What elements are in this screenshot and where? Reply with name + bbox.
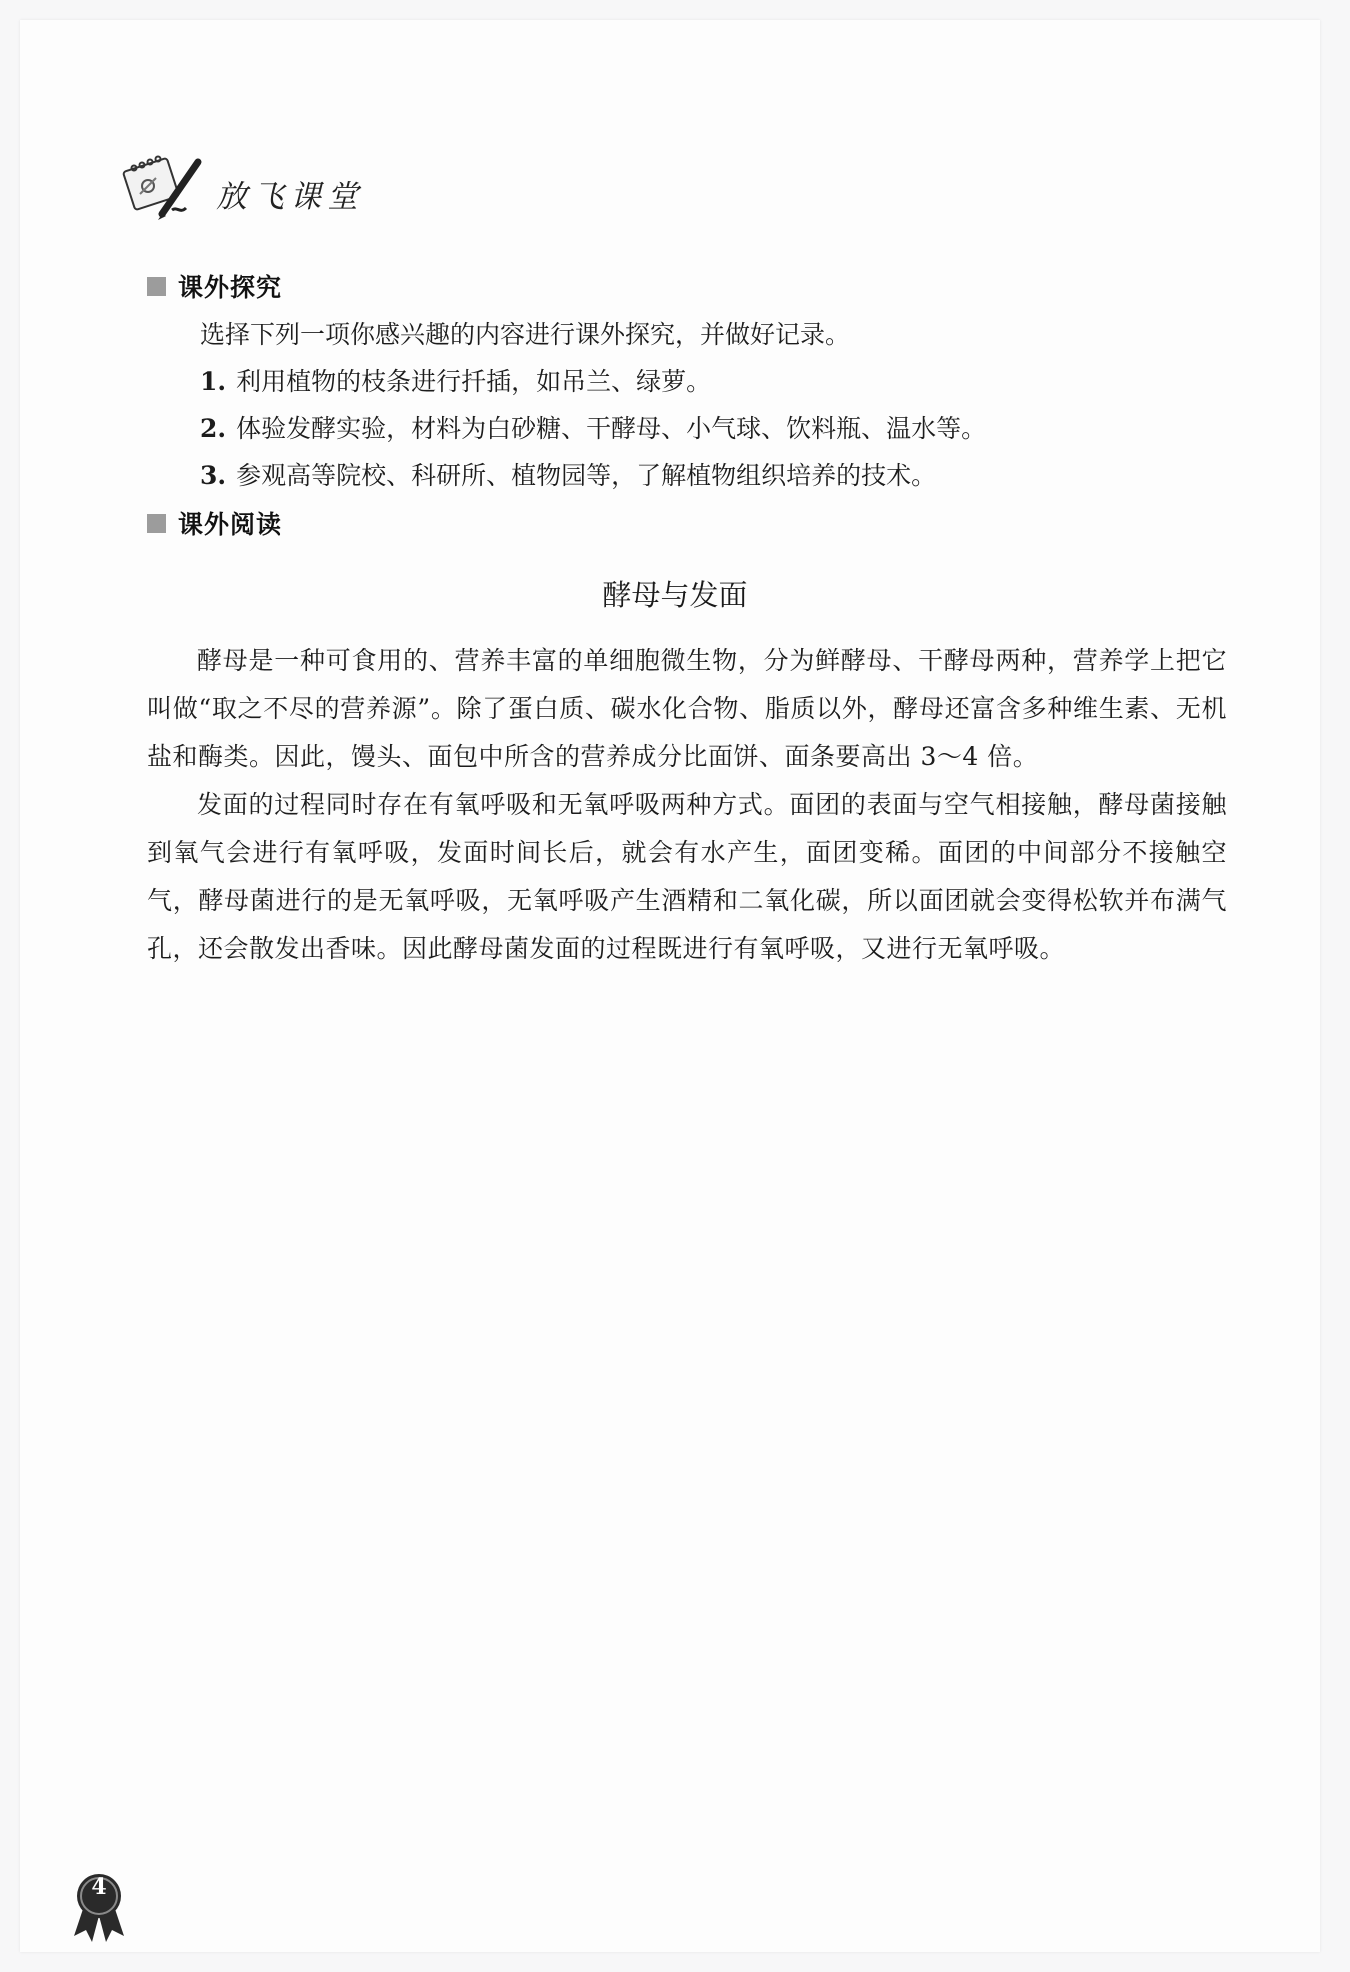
- exploration-intro: 选择下列一项你感兴趣的内容进行课外探究，并做好记录。: [200, 320, 851, 349]
- list-item-text: 利用植物的枝条进行扦插，如吊兰、绿萝。: [236, 367, 712, 396]
- section-label: 课外阅读: [178, 510, 283, 539]
- section-heading-reading: [147, 505, 282, 541]
- section-label: 课外探究: [178, 273, 283, 302]
- page-header: [122, 150, 364, 220]
- article-paragraph: 酵母是一种可食用的、营养丰富的单细胞微生物，分为鲜酵母、干酵母两种，营养学上把它叫做“取之不尽的营养源”。除了蛋白质、碳水化合物、脂质以外，酵母还富含多种维生素、无机盐和酶类。因此，馒头、面包中所含的营养成分比面饼、面条要高出 3～4 倍。: [147, 646, 1227, 771]
- article-title: 酵母与发面: [602, 578, 748, 612]
- list-item-text: 参观高等院校、科研所、植物园等，了解植物组织培养的技术。: [236, 461, 937, 490]
- list-item: [200, 409, 986, 445]
- list-item-number: 2.: [200, 414, 227, 443]
- list-item: [200, 456, 936, 492]
- page-number: 4: [91, 1874, 107, 1900]
- list-item: [200, 362, 711, 398]
- header-title: 放飞课堂: [216, 179, 364, 215]
- list-item-number: 3.: [200, 461, 227, 490]
- section-square-icon: [147, 514, 166, 533]
- list-item-text: 体验发酵实验，材料为白砂糖、干酵母、小气球、饮料瓶、温水等。: [236, 414, 987, 443]
- notebook-pen-logo-icon: [122, 150, 212, 220]
- list-item-number: 1.: [200, 367, 227, 396]
- section-square-icon: [147, 277, 166, 296]
- page: [20, 20, 1320, 1952]
- article-paragraph: 发面的过程同时存在有氧呼吸和无氧呼吸两种方式。面团的表面与空气相接触，酵母菌接触到氧气会进行有氧呼吸，发面时间长后，就会有水产生，面团变稀。面团的中间部分不接触空气，酵母菌进行的是无氧呼吸，无氧呼吸产生酒精和二氧化碳，所以面团就会变得松软并布满气孔，还会散发出香味。因此酵母菌发面的过程既进行有氧呼吸，又进行无氧呼吸。: [147, 790, 1227, 963]
- section-heading-exploration: [147, 268, 282, 304]
